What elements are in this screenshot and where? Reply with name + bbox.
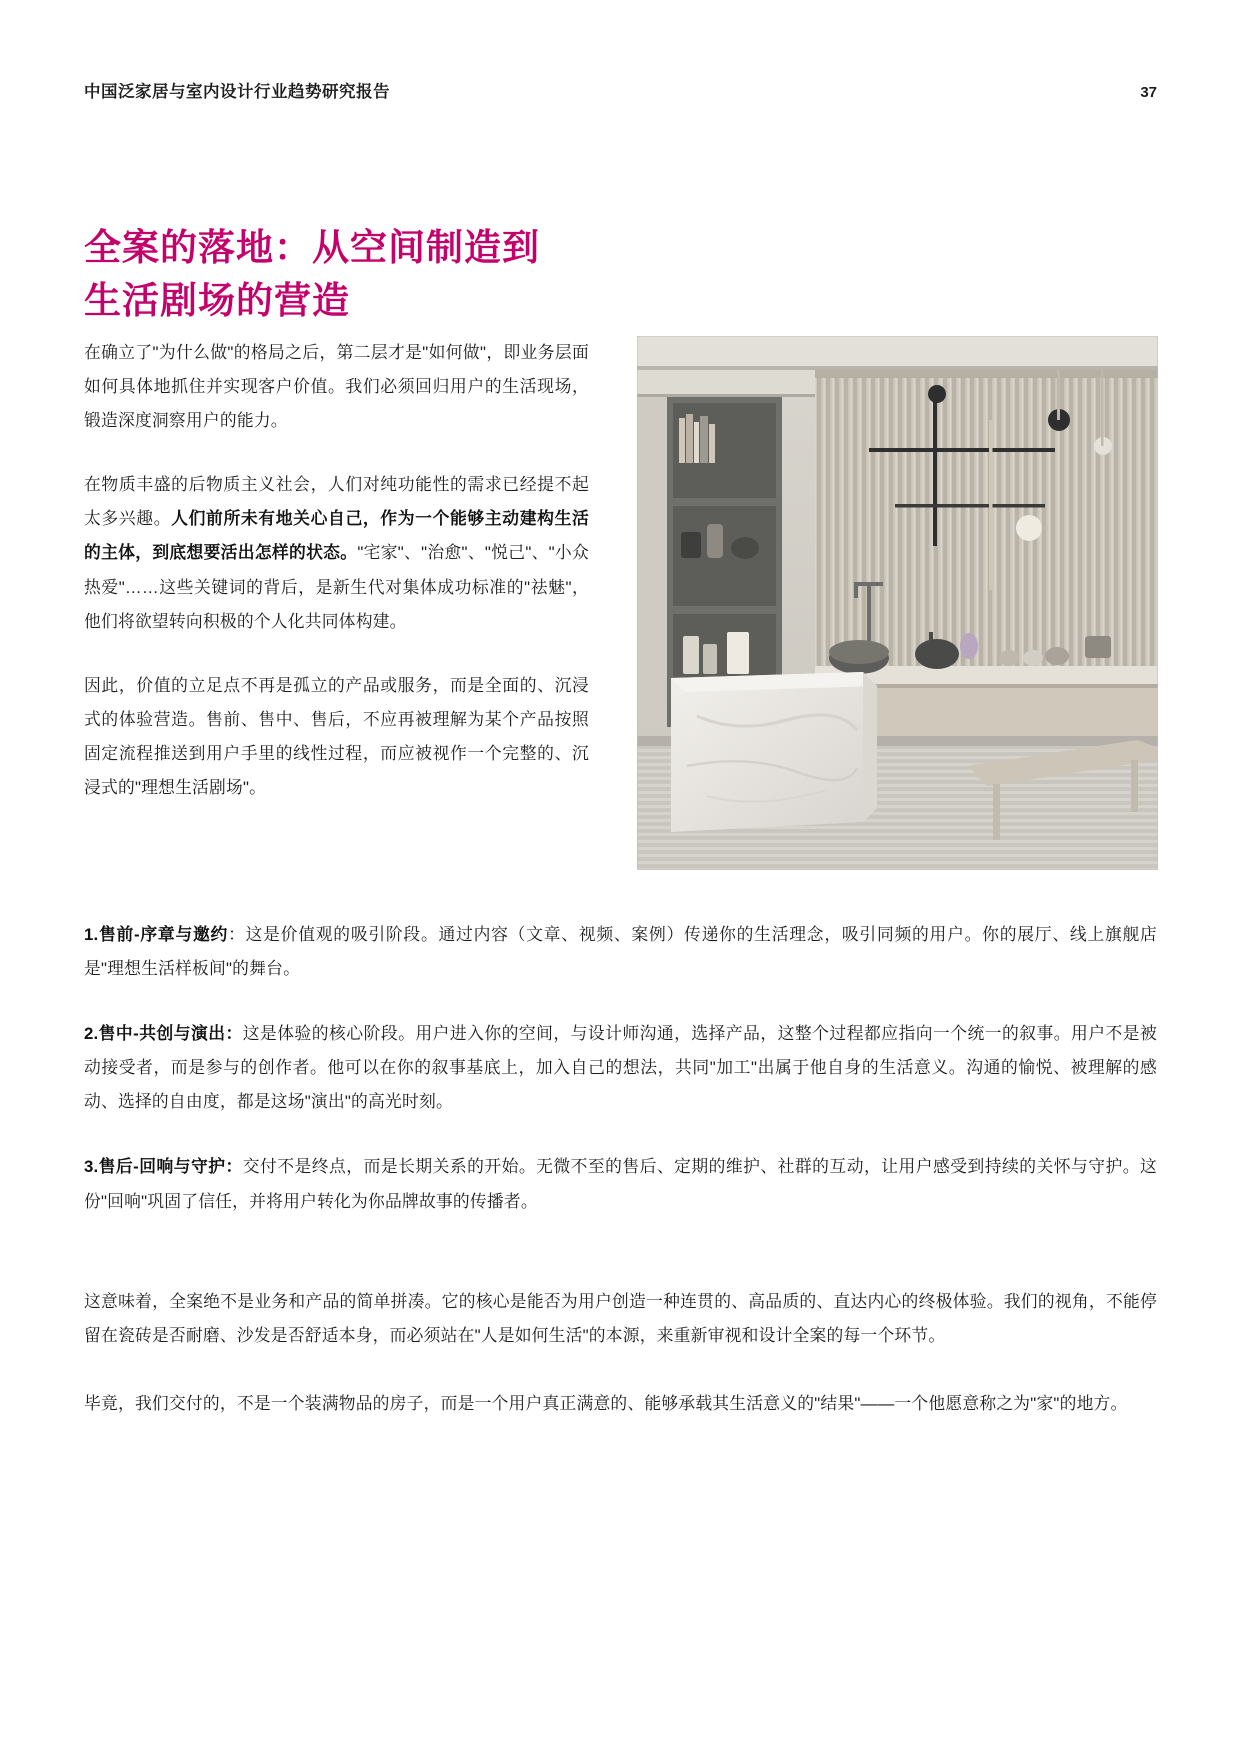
stage-item-2-lead: 2.售中-共创与演出： xyxy=(84,1024,243,1044)
interior-photo xyxy=(637,336,1158,870)
closing-section xyxy=(84,1285,1157,1421)
intro-p2-part-a: 在物质丰盛的后物质主义社会，人们对纯功能性的需求已经提不起太多兴趣。 xyxy=(84,475,589,529)
stage-item-1-lead: 1.售前-序章与邀约 xyxy=(84,925,229,944)
stage-item-3 xyxy=(84,1150,1157,1218)
stage-item-2-body: 这是体验的核心阶段。用户进入你的空间，与设计师沟通，选择产品，这整个过程都应指向一个统一的叙事。用户不是被动接受者，而是参与的创作者。他可以在你的叙事基底上，加入自己的想法，共同"加工"出属于他自身的生活意义。沟通的愉悦、被理解的感动、选择的自由度，都是这场"演出"的高光时刻。 xyxy=(84,1024,1157,1112)
report-title: 中国泛家居与室内设计行业趋势研究报告 xyxy=(84,83,390,101)
intro-paragraph-2 xyxy=(84,468,589,638)
page-header xyxy=(84,78,1157,102)
page-number: 37 xyxy=(1140,84,1157,101)
intro-paragraph-3: 因此，价值的立足点不再是孤立的产品或服务，而是全面的、沉浸式的体验营造。售前、售中、售后，不应再被理解为某个产品按照固定流程推送到用户手里的线性过程，而应被视作一个完整的、沉浸式的"理想生活剧场"。 xyxy=(84,675,589,798)
intro-paragraph-1: 在确立了"为什么做"的格局之后，第二层才是"如何做"，即业务层面如何具体地抓住并实现客户价值。我们必须回归用户的生活现场，锻造深度洞察用户的能力。 xyxy=(84,343,589,431)
closing-paragraph-2: 毕竟，我们交付的，不是一个装满物品的房子，而是一个用户真正满意的、能够承载其生活意义的"结果"——一个他愿意称之为"家"的地方。 xyxy=(84,1394,1128,1414)
closing-paragraph-1: 这意味着，全案绝不是业务和产品的简单拼凑。它的核心是能否为用户创造一种连贯的、高品质的、直达内心的终极体验。我们的视角，不能停留在瓷砖是否耐磨、沙发是否舒适本身，而必须站在"人是如何生活"的本源，来重新审视和设计全案的每一个环节。 xyxy=(84,1292,1157,1346)
stage-item-3-body: 交付不是终点，而是长期关系的开始。无微不至的售后、定期的维护、社群的互动，让用户感受到持续的关怀与守护。这份"回响"巩固了信任，并将用户转化为你品牌故事的传播者。 xyxy=(84,1157,1157,1211)
interior-photo-illustration xyxy=(637,336,1158,870)
intro-text-column xyxy=(84,336,589,805)
stage-item-1 xyxy=(84,918,1157,986)
stage-list xyxy=(84,918,1157,1250)
section-title xyxy=(84,221,784,328)
section-title-line-1: 全案的落地：从空间制造到 xyxy=(84,226,540,268)
stage-item-1-body: ：这是价值观的吸引阶段。通过内容（文章、视频、案例）传递你的生活理念，吸引同频的用户。你的展厅、线上旗舰店是"理想生活样板间"的舞台。 xyxy=(84,925,1157,979)
stage-item-3-lead: 3.售后-回响与守护： xyxy=(84,1157,243,1177)
intro-p2-emphasis: 人们前所未有地关心自己，作为一个能够主动建构生活的主体，到底想要活出怎样的状态。 xyxy=(84,509,589,563)
stage-item-2 xyxy=(84,1017,1157,1119)
section-title-line-2: 生活剧场的营造 xyxy=(84,280,350,322)
intro-p2-part-b: "宅家"、"治愈"、"悦己"、"小众热爱"……这些关键词的背后，是新生代对集体成功标准的"祛魅"，他们将欲望转向积极的个人化共同体构建。 xyxy=(84,543,589,631)
